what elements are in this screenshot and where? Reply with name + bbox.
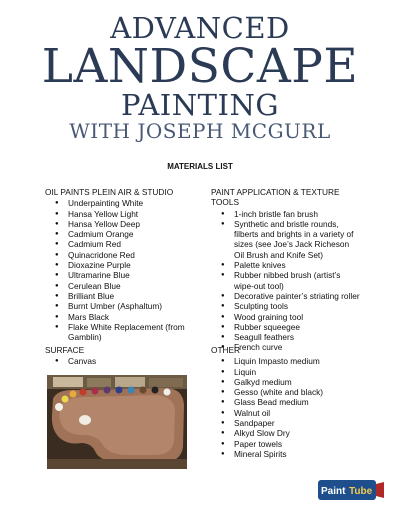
list-item: ● Galkyd medium — [211, 377, 361, 387]
list-item: ● Sculpting tools — [211, 301, 361, 311]
list-item: ● 1-inch bristle fan brush — [211, 209, 361, 219]
surface-heading: SURFACE — [45, 345, 85, 355]
other-section — [211, 345, 361, 459]
list-item: ● Quinacridone Red — [45, 250, 205, 260]
materials-list-heading: MATERIALS LIST — [167, 162, 233, 171]
list-item: ● Alkyd Slow Dry — [211, 428, 361, 438]
list-item: ● Liquin — [211, 367, 361, 377]
list-item: ● Cadmium Red — [45, 239, 205, 249]
list-item: ● Hansa Yellow Deep — [45, 219, 205, 229]
logo-word-tube: Tube — [349, 486, 373, 497]
list-item: ● Synthetic and bristle rounds, filberts and brights in a variety of sizes (see Joe’s Jack Richeson Oil Brush and Knife Set) — [211, 219, 361, 260]
title-advanced: ADVANCED — [110, 11, 290, 45]
other-list — [211, 356, 361, 459]
application-tools-list — [211, 209, 361, 353]
logo-word-paint: Paint — [321, 486, 346, 497]
oil-paints-heading: OIL PAINTS PLEIN AIR & STUDIO — [45, 187, 174, 197]
list-item: ● Flake White Replacement (from Gamblin) — [45, 322, 205, 343]
list-item: ● Cerulean Blue — [45, 281, 205, 291]
application-tools-heading: PAINT APPLICATION & TEXTURE TOOLS — [211, 187, 340, 208]
list-item: ● Glass Bead medium — [211, 397, 361, 407]
list-item: ● Rubber nibbed brush (artist’s wipe-out tool) — [211, 270, 361, 291]
application-tools-section — [211, 187, 361, 353]
list-item: ● Underpainting White — [45, 198, 205, 208]
list-item: ● Gesso (white and black) — [211, 387, 361, 397]
oil-paints-section — [45, 187, 205, 342]
list-item: ● Burnt Umber (Asphaltum) — [45, 301, 205, 311]
surface-list — [45, 356, 195, 366]
list-item: ● French curve — [211, 342, 361, 352]
surface-section — [45, 345, 195, 367]
list-item: ● Walnut oil — [211, 408, 361, 418]
other-heading: OTHER — [211, 345, 241, 355]
list-item: ● Rubber squeegee — [211, 322, 361, 332]
list-item: ● Mineral Spirits — [211, 449, 361, 459]
list-item: ● Brilliant Blue — [45, 291, 205, 301]
list-item: ● Ultramarine Blue — [45, 270, 205, 280]
painttube-logo — [318, 478, 384, 504]
title-instructor: WITH JOSEPH MCGURL — [69, 119, 331, 143]
list-item: ● Liquin Impasto medium — [211, 356, 361, 366]
list-item: ● Wood graining tool — [211, 312, 361, 322]
list-item: ● Paper towels — [211, 439, 361, 449]
oil-paints-list — [45, 198, 205, 342]
title-painting: PAINTING — [121, 88, 279, 122]
list-item: ● Sandpaper — [211, 418, 361, 428]
list-item: ● Cadmium Orange — [45, 229, 205, 239]
list-item: ● Mars Black — [45, 312, 205, 322]
list-item: ● Seagull feathers — [211, 332, 361, 342]
palette-photo — [47, 375, 187, 469]
list-item: ● Dioxazine Purple — [45, 260, 205, 270]
list-item: ● Hansa Yellow Light — [45, 209, 205, 219]
list-item: ● Canvas — [45, 356, 195, 366]
title-landscape: LANDSCAPE — [41, 39, 359, 94]
list-item: ● Palette knives — [211, 260, 361, 270]
list-item: ● Decorative painter’s striating roller — [211, 291, 361, 301]
